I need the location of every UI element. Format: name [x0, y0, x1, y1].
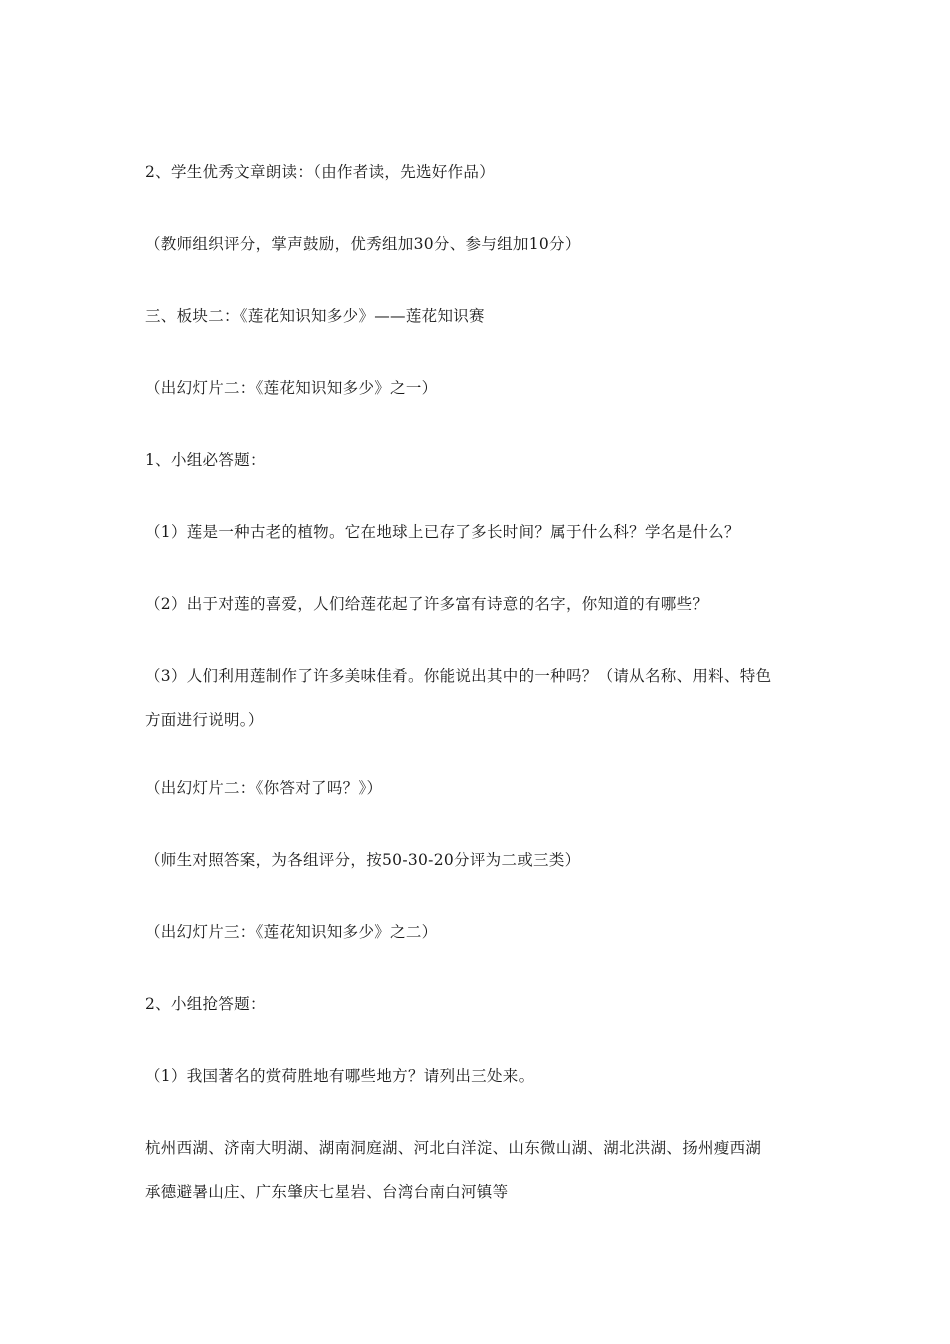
answer-line: 杭州西湖、济南大明湖、湖南洞庭湖、河北白洋淀、山东微山湖、湖北洪湖、扬州瘦西湖: [145, 1139, 762, 1157]
paragraph-line: （教师组织评分，掌声鼓励，优秀组加30分、参与组加10分）: [145, 235, 581, 253]
paragraph-line: 2、小组抢答题：: [145, 995, 266, 1013]
answer-line-continued: 承德避暑山庄、广东肇庆七星岩、台湾台南白河镇等: [145, 1183, 509, 1201]
paragraph-line: （出幻灯片二：《莲花知识知多少》之一）: [145, 379, 438, 397]
paragraph-line: （师生对照答案，为各组评分，按50-30-20分评为二或三类）: [145, 851, 581, 869]
paragraph-line: 2、学生优秀文章朗读：（由作者读，先选好作品）: [145, 163, 496, 181]
section-heading: 三、板块二：《莲花知识知多少》——莲花知识赛: [145, 307, 485, 325]
paragraph-line: （出幻灯片三：《莲花知识知多少》之二）: [145, 923, 438, 941]
question-line: （1）我国著名的赏荷胜地有哪些地方？请列出三处来。: [145, 1067, 535, 1085]
paragraph-line: （出幻灯片二：《你答对了吗？》）: [145, 779, 383, 797]
question-line: （2）出于对莲的喜爱，人们给莲花起了许多富有诗意的名字，你知道的有哪些？: [145, 595, 709, 613]
question-line-continued: 方面进行说明。）: [145, 711, 264, 729]
paragraph-line: 1、小组必答题：: [145, 451, 266, 469]
question-line: （3）人们利用莲制作了许多美味佳肴。你能说出其中的一种吗？（请从名称、用料、特色: [145, 667, 772, 685]
question-line: （1）莲是一种古老的植物。它在地球上已存了多长时间？属于什么科？学名是什么？: [145, 523, 740, 541]
